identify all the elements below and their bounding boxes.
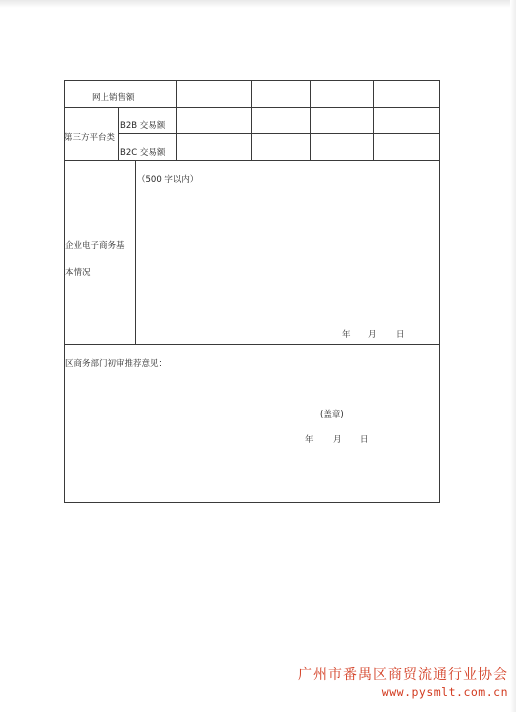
table-border-right	[439, 80, 440, 503]
recommendation-date-year: 年	[305, 435, 314, 445]
b2b-value-cell-3[interactable]	[311, 108, 372, 132]
organization-name: 广州市番禺区商贸流通行业协会	[298, 667, 508, 683]
third-party-platform-label: 第三方平台类	[64, 133, 116, 143]
b2c-label: B2C 交易额	[120, 148, 166, 158]
seal-label: (盖章)	[320, 410, 344, 420]
b2b-value-cell-2[interactable]	[252, 108, 309, 132]
ecommerce-date-year: 年	[342, 330, 351, 340]
ecommerce-label-line2: 本情况	[65, 268, 91, 278]
b2c-value-cell-1[interactable]	[177, 134, 250, 159]
footer-watermark	[298, 666, 508, 700]
b2c-value-cell-3[interactable]	[311, 134, 372, 159]
ecommerce-placeholder: （500 字以内）	[137, 175, 199, 185]
b2c-value-cell-2[interactable]	[252, 134, 309, 159]
table-border-bottom	[64, 502, 440, 503]
recommendation-label: 区商务部门初审推荐意见：	[65, 359, 168, 369]
online-sales-value-cell-3[interactable]	[311, 81, 372, 106]
b2c-value-cell-4[interactable]	[374, 134, 438, 159]
b2b-label: B2B 交易额	[120, 121, 166, 131]
ecommerce-label-line1: 企业电子商务基	[65, 241, 125, 251]
online-sales-label: 网上销售额	[92, 93, 135, 103]
col-divider-subcategory	[118, 107, 119, 160]
ecommerce-date-day: 日	[396, 330, 405, 340]
ecommerce-date-month: 月	[368, 330, 377, 340]
recommendation-date-day: 日	[360, 435, 369, 445]
online-sales-value-cell-4[interactable]	[374, 81, 438, 106]
b2b-value-cell-1[interactable]	[177, 108, 250, 132]
online-sales-value-cell-1[interactable]	[177, 81, 250, 106]
ecommerce-description-cell[interactable]	[136, 161, 438, 343]
recommendation-date-month: 月	[333, 435, 342, 445]
website-link[interactable]: www.pysmlt.com.cn	[381, 685, 508, 699]
online-sales-value-cell-2[interactable]	[252, 81, 309, 106]
b2b-value-cell-4[interactable]	[374, 108, 438, 132]
